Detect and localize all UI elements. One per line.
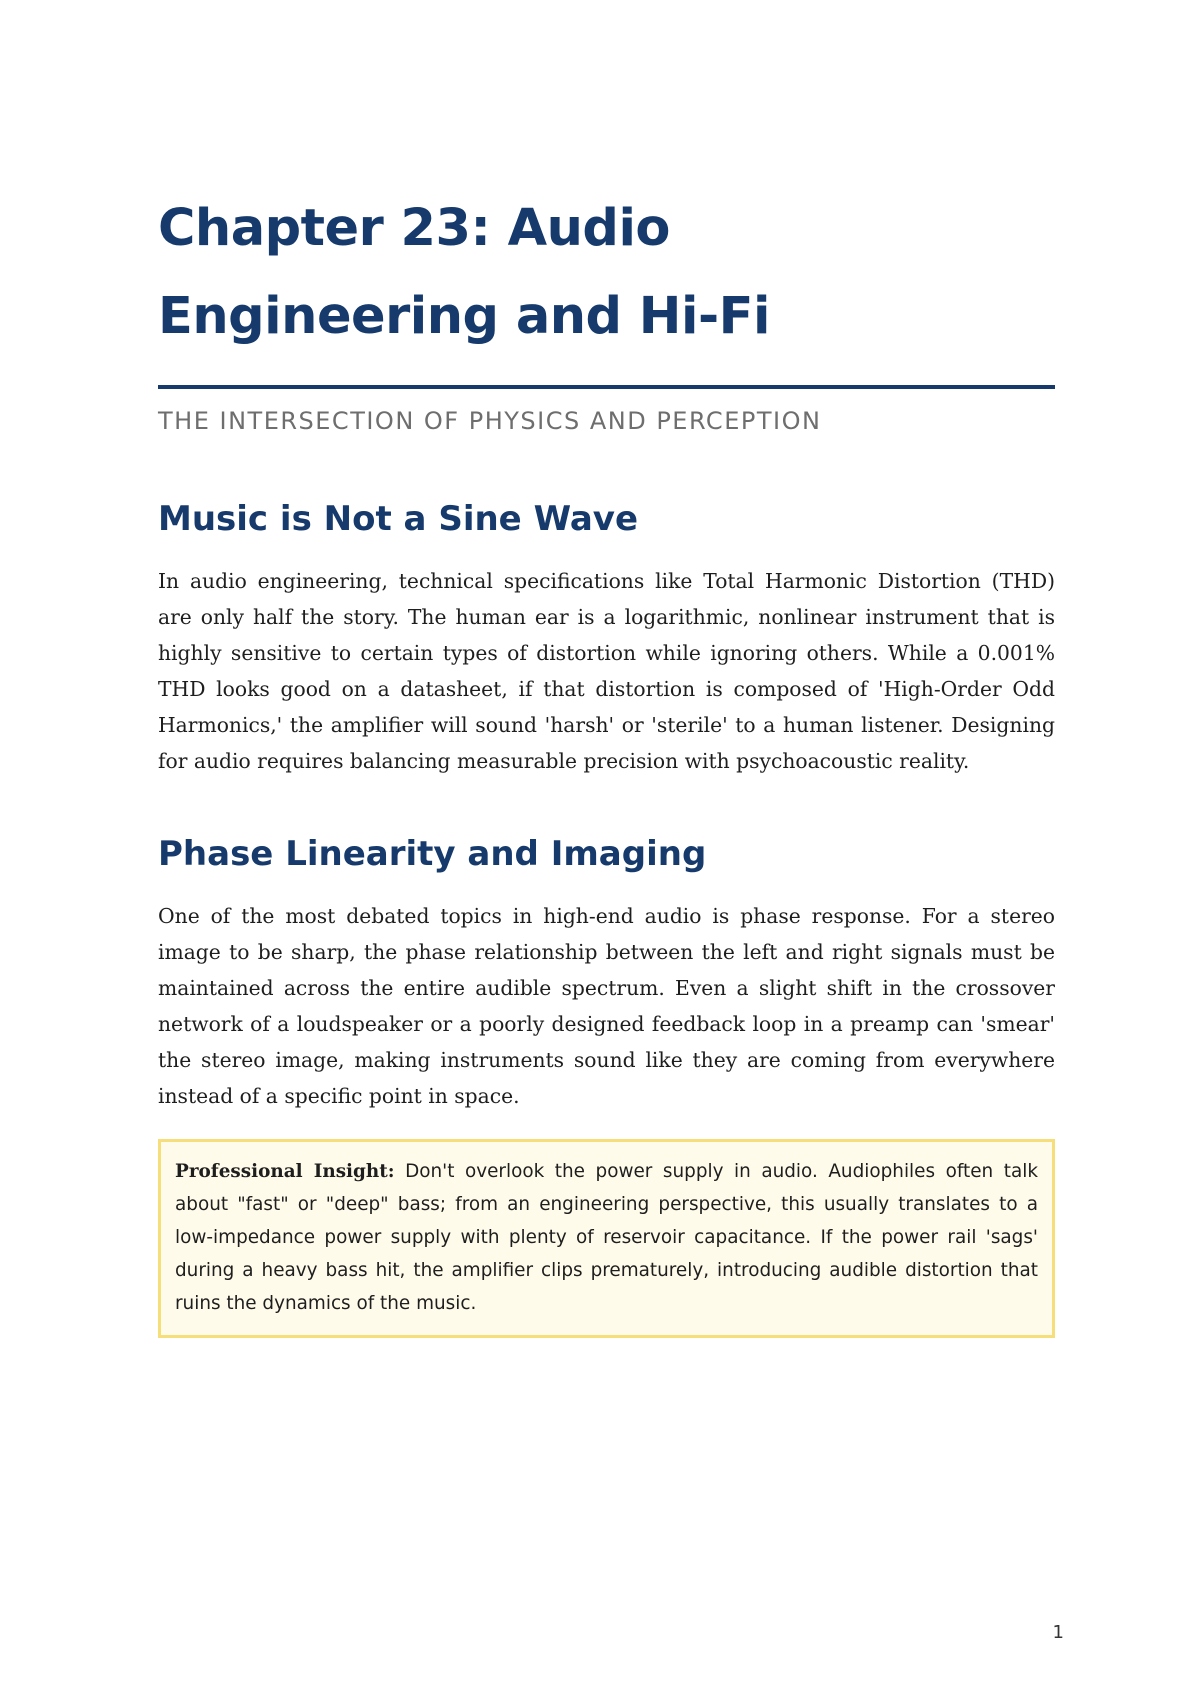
section-body-music-sine-wave: In audio engineering, technical specifications like Total Harmonic Distortion (THD) are only half the story. The human ear is a logarithmic, nonlinear instrument that is highly sensitive to certain types of distortion while ignoring others. While a 0.001% THD looks good on a datasheet, if that distortion is composed of 'High-Order Odd Harmonics,' the amplifier will sound 'harsh' or 'sterile' to a human listener. Designing for audio requires balancing measurable precision with psychoacoustic reality.: [158, 569, 1055, 773]
chapter-title-line-2: Engineering and Hi-Fi: [158, 287, 770, 346]
professional-insight-callout: [158, 1139, 1055, 1338]
section-body-phase-linearity: One of the most debated topics in high-end audio is phase response. For a stereo image to be sharp, the phase relationship between the left and right signals must be maintained across the entire audible spectrum. Even a slight shift in the crossover network of a loudspeaker or a poorly designed feedback loop in a preamp can 'smear' the stereo image, making instruments sound like they are coming from everywhere instead of a specific point in space.: [158, 904, 1055, 1108]
section-heading-phase-linearity: Phase Linearity and Imaging: [158, 834, 707, 874]
chapter-title-line-1: Chapter 23: Audio: [158, 199, 670, 258]
chapter-subtitle: THE INTERSECTION OF PHYSICS AND PERCEPTION: [158, 407, 822, 435]
insight-label: Professional Insight:: [175, 1161, 395, 1182]
title-divider: [158, 385, 1055, 389]
chapter-title: [158, 185, 1055, 361]
document-page: [158, 185, 1055, 1338]
page-number: 1: [1052, 1622, 1064, 1643]
insight-text: Don't overlook the power supply in audio. Audiophiles often talk about "fast" or "deep" bass; from an engineering perspective, this usually translates to a low-impedance power supply with plenty of reservoir capacitance. If the power rail 'sags' during a heavy bass hit, the amplifier clips prematurely, introducing audible distortion that ruins the dynamics of the music.: [175, 1161, 1038, 1314]
section-heading-music-sine-wave: Music is Not a Sine Wave: [158, 499, 639, 539]
